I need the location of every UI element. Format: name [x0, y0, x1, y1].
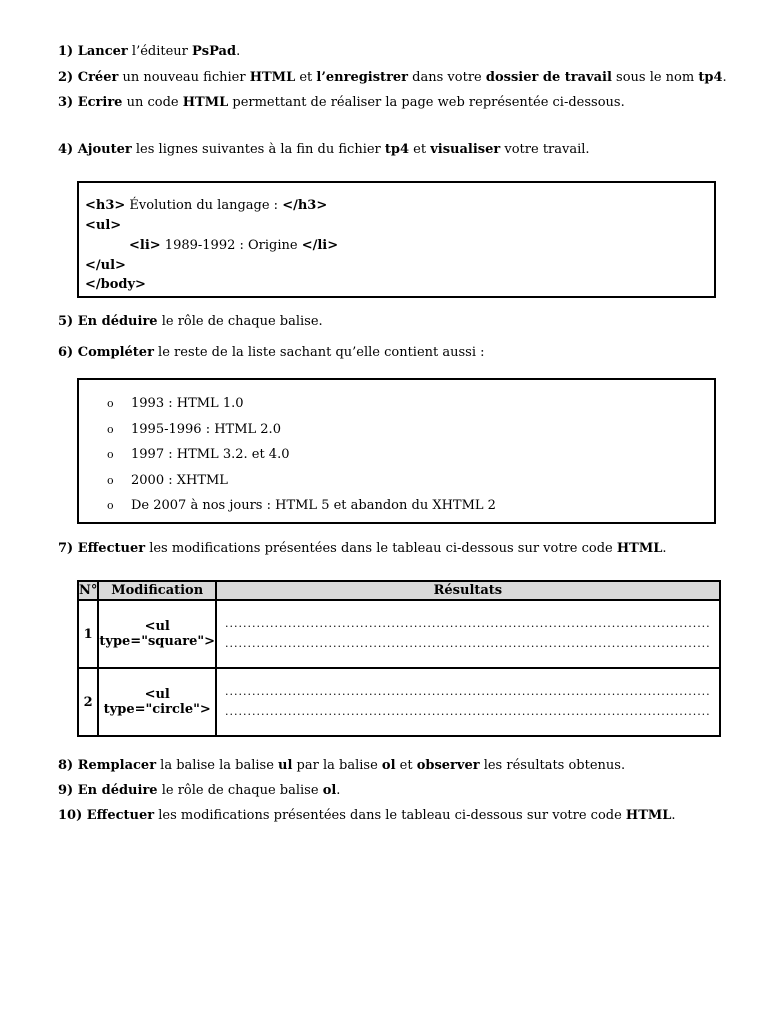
- code-line-ul-open: [85, 218, 121, 234]
- bold-text: ol: [381, 758, 396, 773]
- bold-text: tp4: [384, 142, 410, 157]
- bullet-icon: o: [107, 397, 114, 410]
- bullet-icon: o: [107, 474, 114, 487]
- text: les modifications présentées dans le tableau ci-dessous sur votre code: [154, 808, 626, 823]
- text: les résultats obtenus.: [479, 758, 626, 773]
- dotted-answer-line: ............................................................................................................: [225, 685, 711, 698]
- bold-text: visualiser: [430, 142, 501, 157]
- instruction-7: [58, 541, 667, 557]
- instruction-5: [58, 314, 323, 330]
- bold-text: tp4: [698, 70, 723, 85]
- instruction-9: [58, 783, 340, 799]
- bullet-icon: o: [107, 499, 114, 512]
- header-results: Résultats: [216, 581, 720, 600]
- bold-text: <li>: [129, 238, 161, 253]
- table-row: [78, 668, 720, 736]
- text: l’éditeur: [127, 44, 193, 59]
- table-header-row: [78, 581, 720, 600]
- text: le reste de la liste sachant qu’elle contient aussi :: [153, 345, 485, 360]
- list-item: o 1995-1996 : HTML 2.0: [107, 422, 281, 437]
- dotted-answer-line: ............................................................................................................: [225, 617, 711, 630]
- list-item: o 1997 : HTML 3.2. et 4.0: [107, 447, 290, 462]
- row-results: [216, 668, 720, 736]
- bold-text: 7) Effectuer: [58, 541, 146, 556]
- text: .: [336, 783, 341, 798]
- bold-text: <h3>: [85, 198, 126, 213]
- row-results: [216, 600, 720, 668]
- code-line-ul-close: [85, 258, 126, 274]
- bold-text: 4) Ajouter: [58, 142, 132, 157]
- text: votre travail.: [500, 142, 590, 157]
- text: permettant de réaliser la page web représentée ci-dessous.: [228, 95, 625, 110]
- code-box: [77, 181, 716, 298]
- instruction-4: [58, 142, 590, 158]
- dotted-answer-line: ............................................................................................................: [225, 705, 711, 718]
- text: sous le nom: [611, 70, 699, 85]
- bold-text: ol: [322, 783, 337, 798]
- bold-text: </ul>: [85, 258, 126, 273]
- text: .: [236, 44, 241, 59]
- bold-text: </body>: [85, 277, 146, 292]
- instruction-8: [58, 758, 625, 774]
- text: le rôle de chaque balise.: [157, 314, 323, 329]
- bold-text: 10) Effectuer: [58, 808, 155, 823]
- bullet-icon: o: [107, 448, 114, 461]
- bold-text: l’enregistrer: [316, 70, 409, 85]
- text: .: [671, 808, 676, 823]
- text: dans votre: [408, 70, 486, 85]
- row-modification: <ul type="circle">: [98, 668, 216, 736]
- text: .: [722, 70, 727, 85]
- dotted-answer-line: ............................................................................................................: [225, 637, 711, 650]
- text: les modifications présentées dans le tableau ci-dessous sur votre code: [145, 541, 617, 556]
- text: un code: [122, 95, 183, 110]
- header-modification: Modification: [98, 581, 216, 600]
- instruction-2: [58, 70, 727, 86]
- bold-text: HTML: [249, 70, 296, 85]
- instruction-10: [58, 808, 676, 824]
- bold-text: PsPad: [192, 44, 237, 59]
- text: par la balise: [292, 758, 382, 773]
- bold-text: 8) Remplacer: [58, 758, 157, 773]
- text: et: [395, 758, 417, 773]
- list-item: o 1993 : HTML 1.0: [107, 396, 244, 411]
- history-list-box: [77, 378, 716, 524]
- header-number: N°: [79, 583, 98, 598]
- instruction-6: [58, 345, 485, 361]
- bold-text: <ul>: [85, 218, 122, 233]
- bold-text: 2) Créer: [58, 70, 119, 85]
- row-modification: <ul type="square">: [98, 600, 216, 668]
- bold-text: HTML: [616, 541, 663, 556]
- instruction-3: [58, 95, 625, 111]
- bold-text: observer: [416, 758, 480, 773]
- table-row: [78, 600, 720, 668]
- text: le rôle de chaque balise: [157, 783, 323, 798]
- bold-text: 1) Lancer: [58, 44, 128, 59]
- bold-text: HTML: [625, 808, 672, 823]
- row-number: 2: [78, 668, 98, 736]
- bold-text: </h3>: [282, 198, 328, 213]
- list-item: o 2000 : XHTML: [107, 473, 228, 488]
- text: .: [662, 541, 667, 556]
- text: et: [295, 70, 317, 85]
- bold-text: 3) Ecrire: [58, 95, 123, 110]
- bullet-icon: o: [107, 423, 114, 436]
- text: Évolution du langage :: [125, 198, 283, 213]
- code-line-body-close: [85, 277, 146, 293]
- text: et: [409, 142, 431, 157]
- bold-text: 6) Compléter: [58, 345, 154, 360]
- list-item: o De 2007 à nos jours : HTML 5 et abandon du XHTML 2: [107, 498, 496, 513]
- text: 1989-1992 : Origine: [160, 238, 302, 253]
- bold-text: dossier de travail: [485, 70, 612, 85]
- bold-text: 9) En déduire: [58, 783, 158, 798]
- text: la balise la balise: [156, 758, 279, 773]
- modifications-table: [77, 580, 721, 737]
- text: les lignes suivantes à la fin du fichier: [131, 142, 385, 157]
- instruction-1: [58, 44, 240, 60]
- bold-text: 5) En déduire: [58, 314, 158, 329]
- bold-text: ul: [278, 758, 293, 773]
- bold-text: </li>: [301, 238, 339, 253]
- code-line-h3: [85, 198, 327, 214]
- text: un nouveau fichier: [118, 70, 250, 85]
- row-number: 1: [78, 600, 98, 668]
- code-line-li: [129, 238, 338, 254]
- bold-text: HTML: [182, 95, 229, 110]
